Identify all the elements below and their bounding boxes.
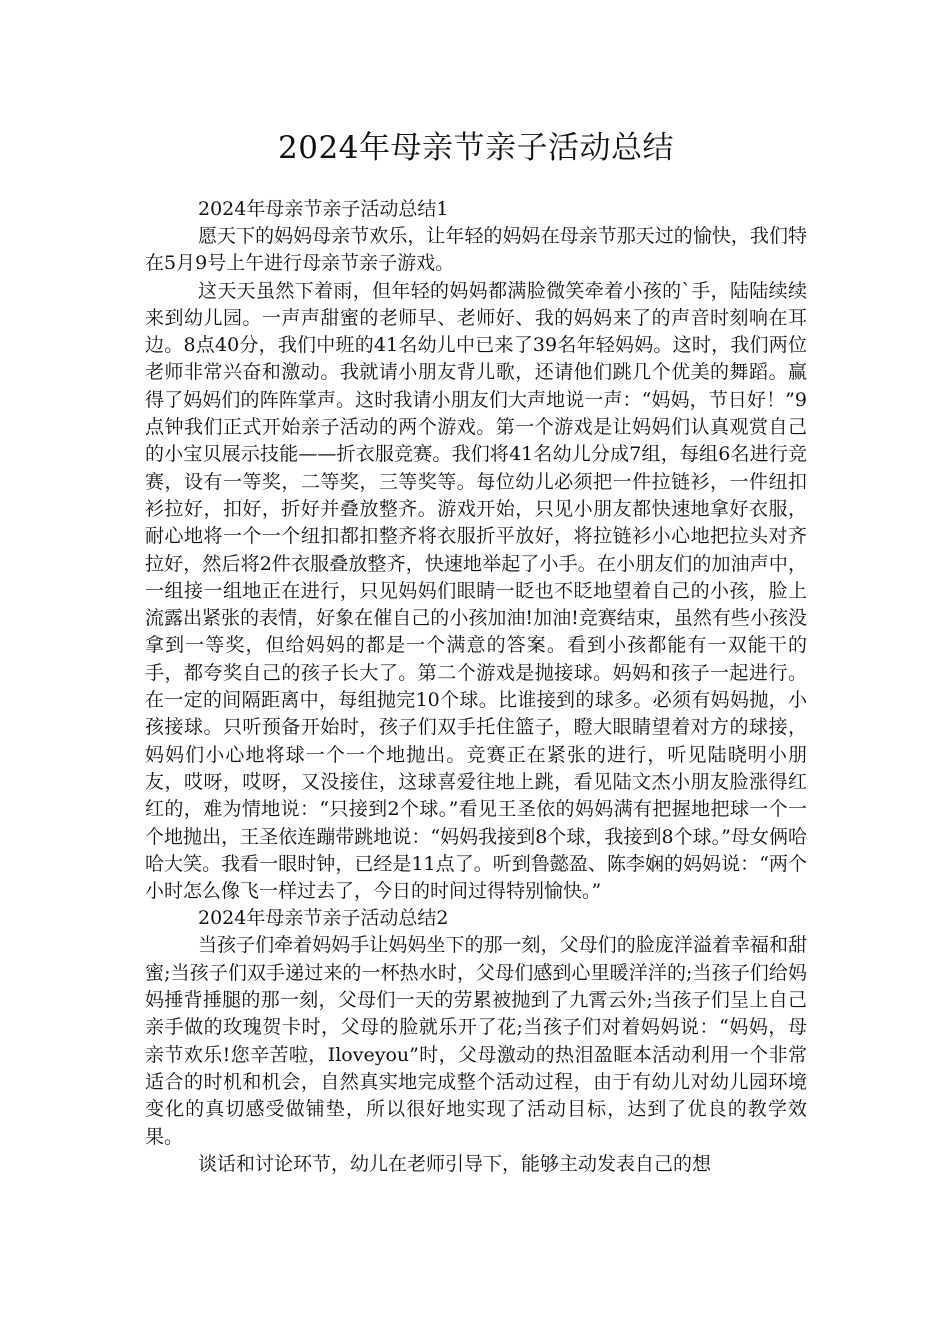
section-heading: 2024年母亲节亲子活动总结1	[198, 198, 449, 220]
paragraph: 当孩子们牵着妈妈手让妈妈坐下的那一刻，父母们的脸庞洋溢着幸福和甜蜜;当孩子们双手递过来的一杯热水时，父母们感到心里暖洋洋的;当孩子们给妈妈捶背捶腿的那一刻，父母们一天的劳累被抛到了九霄云外;当孩子们呈上自己亲手做的玫瑰贺卡时，父母的脸就乐开了花;当孩子们对着妈妈说：“妈妈，母亲节欢乐!您辛苦啦，Iloveyou”时，父母激动的热泪盈眶本活动利用一个非常适合的时机和机会，自然真实地完成整个活动过程，由于有幼儿对幼儿园环境变化的真切感受做铺垫，所以很好地实现了活动目标，达到了优良的教学效果。	[145, 934, 807, 1148]
paragraph: 愿天下的妈妈母亲节欢乐，让年轻的妈妈在母亲节那天过的愉快，我们特在5月9号上午进行母亲节亲子游戏。	[145, 225, 807, 275]
paragraph: 谈话和讨论环节，幼儿在老师引导下，能够主动发表自己的想	[198, 1152, 712, 1175]
section-2	[145, 905, 807, 1178]
section-heading: 2024年母亲节亲子活动总结2	[198, 907, 449, 930]
section-1	[145, 196, 807, 905]
paragraph: 这天天虽然下着雨，但年轻的妈妈都满脸微笑牵着小孩的`手，陆陆续续来到幼儿园。一声声甜蜜的老师早、老师好、我的妈妈来了的声音时刻响在耳边。8点40分，我们中班的41名幼儿中已来了39名年轻妈妈。这时，我们两位老师非常兴奋和激动。我就请小朋友背儿歌，还请他们跳几个优美的舞蹈。赢得了妈妈们的阵阵掌声。这时我请小朋友们大声地说一声：“妈妈，节日好！”9点钟我们正式开始亲子活动的两个游戏。第一个游戏是让妈妈们认真观赏自己的小宝贝展示技能——折衣服竞赛。我们将41名幼儿分成7组，每组6名进行竞赛，设有一等奖，二等奖，三等奖等。每位幼儿必须把一件拉链衫，一件纽扣衫拉好，扣好，折好并叠放整齐。游戏开始，只见小朋友都快速地拿好衣服，耐心地将一个一个纽扣都扣整齐将衣服折平放好，将拉链衫小心地把拉头对齐拉好，然后将2件衣服叠放整齐，快速地举起了小手。在小朋友们的加油声中，一组接一组地正在进行，只见妈妈们眼睛一眨也不眨地望着自己的小孩，脸上流露出紧张的表情，好象在催自己的小孩加油!加油!竞赛结束，虽然有些小孩没拿到一等奖，但给妈妈的都是一个满意的答案。看到小孩都能有一双能干的手，都夸奖自己的孩子长大了。第二个游戏是抛接球。妈妈和孩子一起进行。在一定的间隔距离中，每组抛完10个球。比谁接到的球多。必须有妈妈抛，小孩接球。只听预备开始时，孩子们双手托住篮子，瞪大眼睛望着对方的球接，妈妈们小心地将球一个一个地抛出。竞赛正在紧张的进行，听见陆晓明小朋友，哎呀，哎呀，又没接住，这球喜爱往地上跳，看见陆文杰小朋友脸涨得红红的，难为情地说：“只接到2个球。”看见王圣依的妈妈满有把握地把球一个一个地抛出，王圣依连蹦带跳地说：“妈妈我接到8个球，我接到8个球。”母女俩哈哈大笑。我看一眼时钟，已经是11点了。听到鲁懿盈、陈李娴的妈妈说：“两个小时怎么像飞一样过去了，今日的时间过得特别愉快。”	[145, 279, 807, 903]
document-title: 2024年母亲节亲子活动总结	[278, 130, 674, 166]
document-page	[145, 126, 807, 1178]
